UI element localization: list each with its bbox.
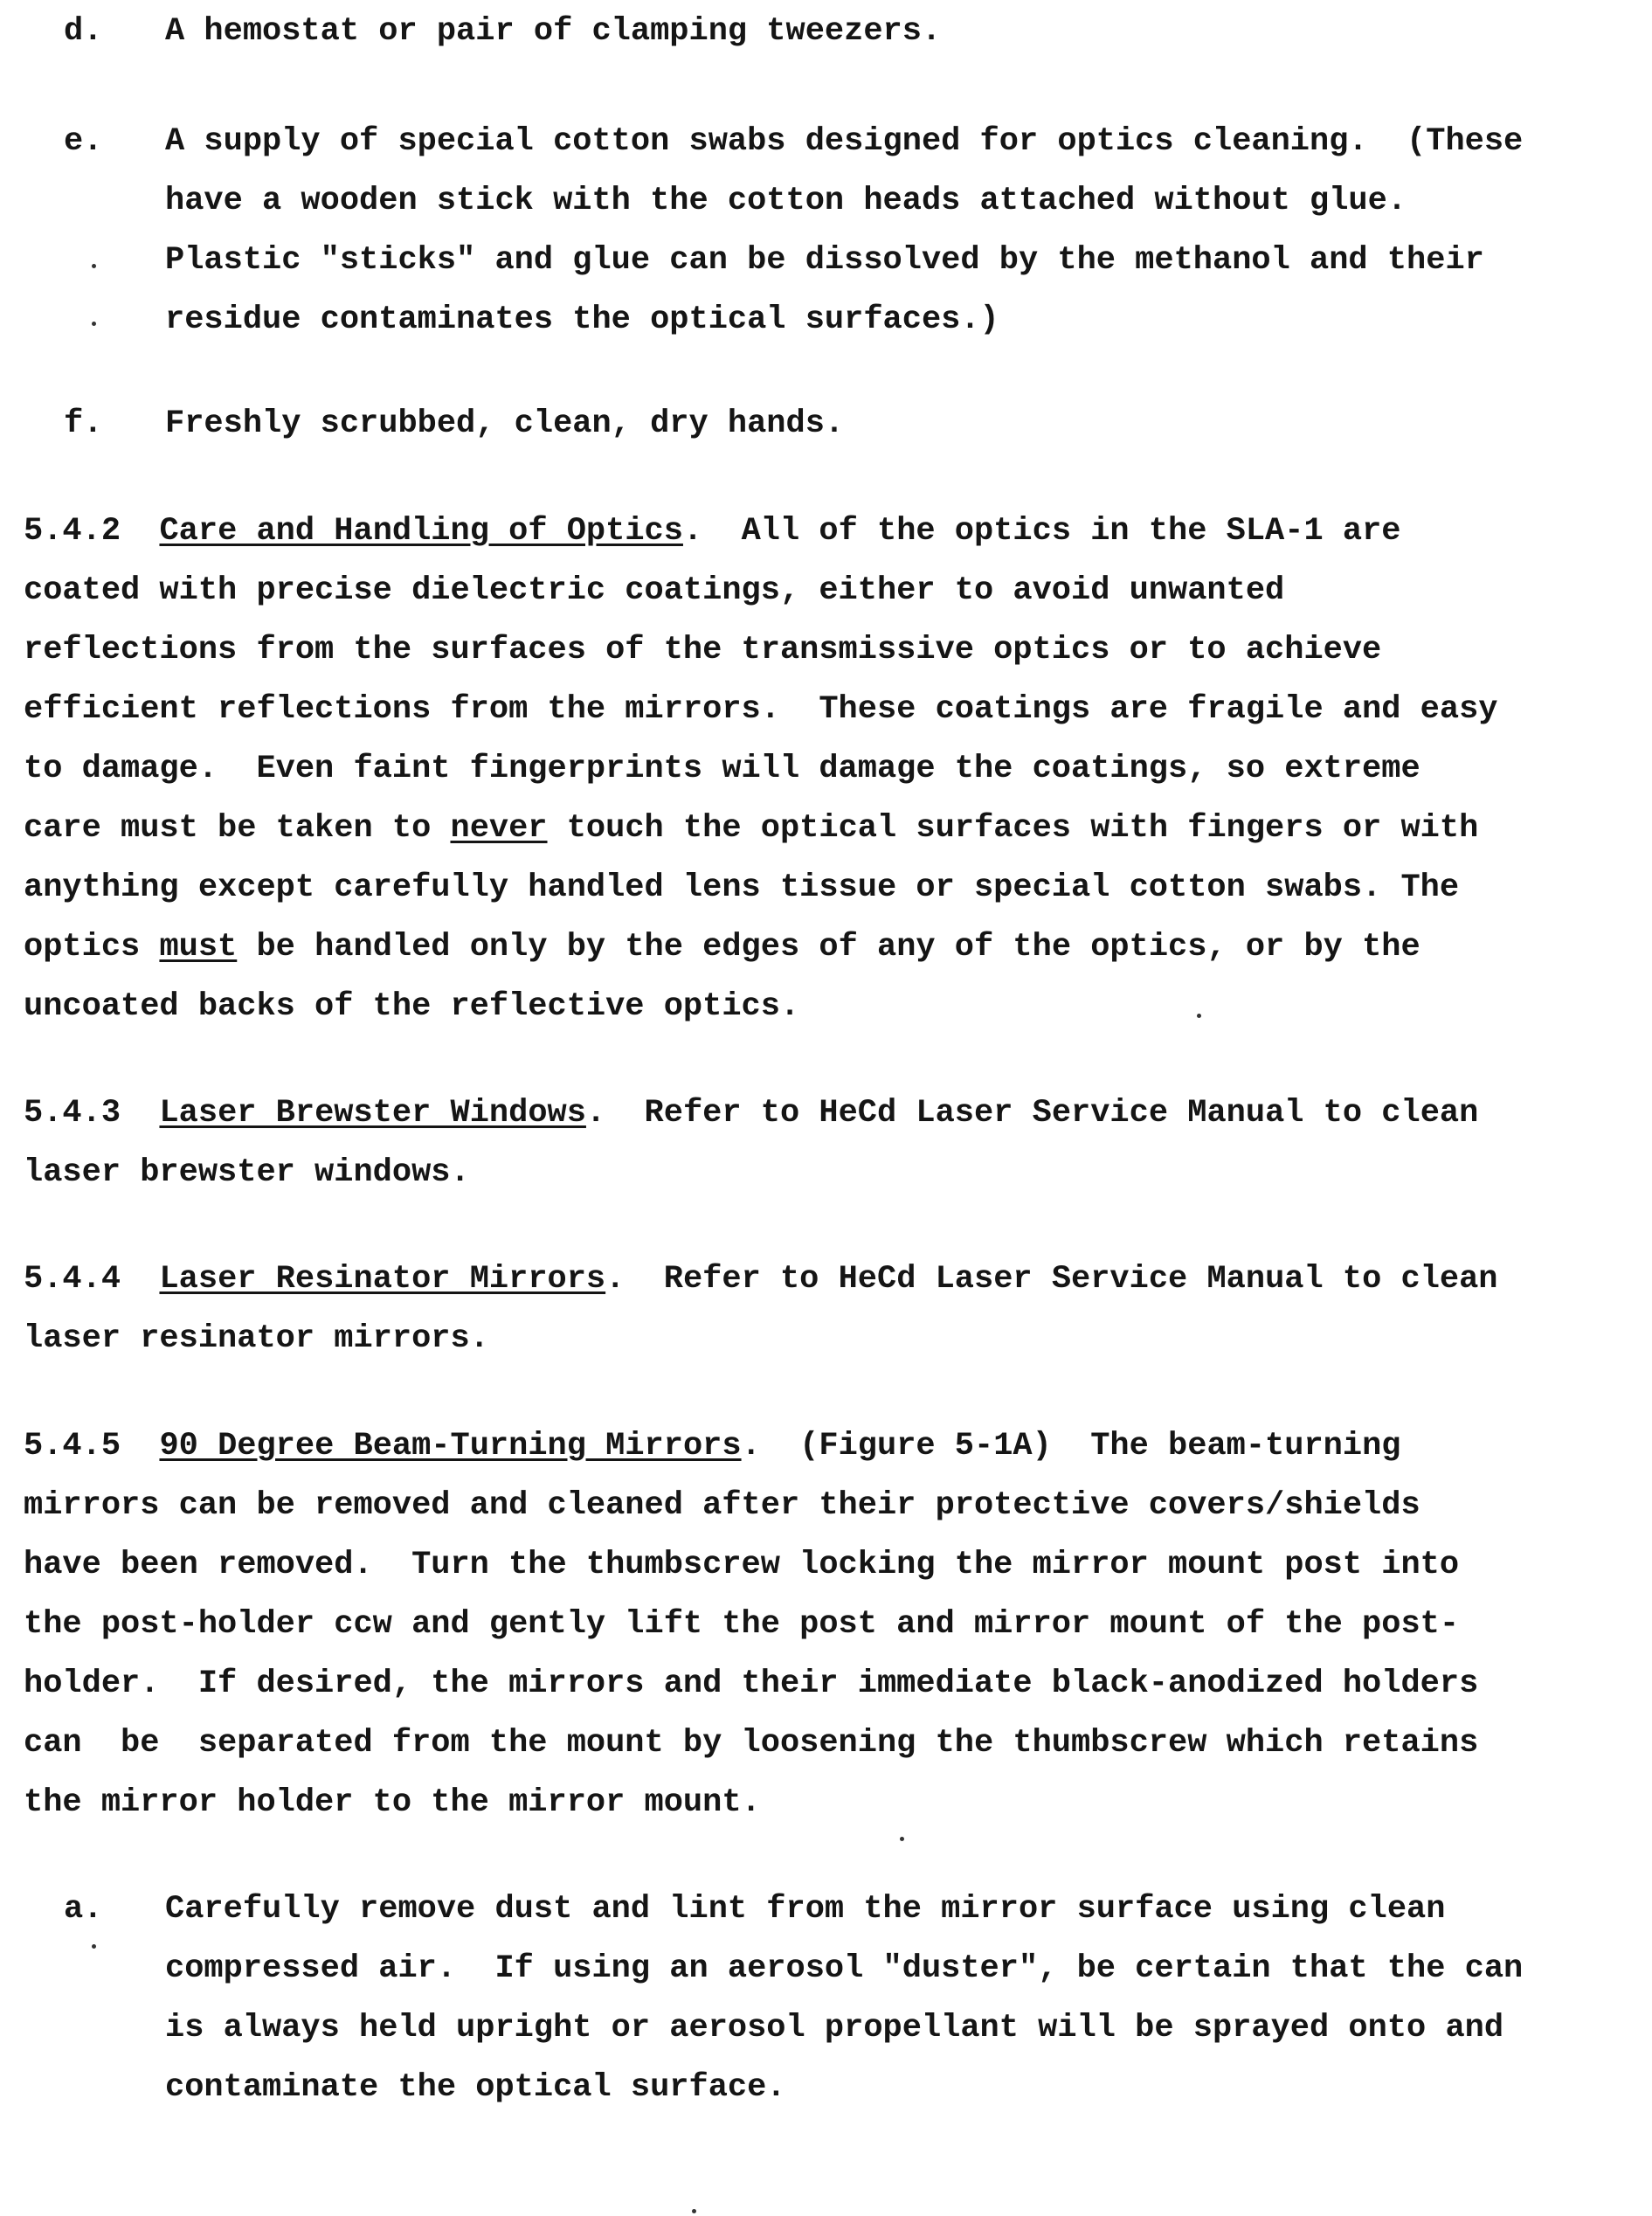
item-text: is always held upright or aerosol propellant will be sprayed onto and (165, 2009, 1503, 2047)
paragraph-line: anything except carefully handled lens tissue or special cotton swabs. The (24, 869, 1459, 907)
paragraph-line: laser brewster windows. (24, 1153, 470, 1192)
paragraph-line: coated with precise dielectric coatings, either to avoid unwanted (24, 571, 1284, 610)
text: optics (24, 929, 159, 966)
paragraph-line: laser resinator mirrors. (24, 1319, 489, 1358)
item-text: contaminate the optical surface. (165, 2068, 786, 2107)
paragraph-line: uncoated backs of the reflective optics. (24, 987, 799, 1026)
item-text: A supply of special cotton swabs designed for optics cleaning. (These (165, 122, 1523, 161)
paragraph-line: mirrors can be removed and cleaned after their protective covers/shields (24, 1486, 1420, 1525)
paragraph-text: . Refer to HeCd Laser Service Manual to clean (605, 1261, 1497, 1298)
section-heading-line (24, 1094, 1478, 1132)
item-text: Freshly scrubbed, clean, dry hands. (165, 405, 844, 443)
paragraph-line (24, 809, 1478, 848)
text: care must be taken to (24, 810, 450, 847)
item-text: A hemostat or pair of clamping tweezers. (165, 12, 941, 51)
section-title: Laser Resinator Mirrors (159, 1261, 605, 1298)
section-title: 90 Degree Beam-Turning Mirrors (159, 1428, 741, 1465)
paragraph-text: . Refer to HeCd Laser Service Manual to clean (586, 1095, 1478, 1132)
section-title: Laser Brewster Windows (159, 1095, 585, 1132)
paragraph-text: . All of the optics in the SLA-1 are (683, 513, 1401, 550)
scan-speck (92, 264, 96, 268)
paragraph-line: to damage. Even faint fingerprints will damage the coatings, so extreme (24, 750, 1420, 788)
list-marker: d. (64, 12, 102, 51)
item-text: compressed air. If using an aerosol "duster", be certain that the can (165, 1949, 1523, 1988)
paragraph-line: efficient reflections from the mirrors. These coatings are fragile and easy (24, 690, 1497, 729)
item-text: Plastic "sticks" and glue can be dissolved by the methanol and their (165, 241, 1484, 280)
list-marker: e. (64, 122, 102, 161)
item-text: residue contaminates the optical surfaces.) (165, 301, 999, 339)
paragraph-line: can be separated from the mount by loosening the thumbscrew which retains (24, 1724, 1478, 1762)
list-marker: f. (64, 405, 102, 443)
emphasis-never: never (450, 810, 547, 847)
scan-speck (92, 322, 96, 326)
section-heading-line (24, 1427, 1401, 1465)
paragraph-line: have been removed. Turn the thumbscrew locking the mirror mount post into (24, 1546, 1459, 1584)
section-number: 5.4.5 (24, 1428, 121, 1465)
section-number: 5.4.4 (24, 1261, 121, 1298)
scan-speck (900, 1837, 904, 1841)
paragraph-line: holder. If desired, the mirrors and their immediate black-anodized holders (24, 1665, 1478, 1703)
paragraph-text: . (Figure 5-1A) The beam-turning (742, 1428, 1401, 1465)
paragraph-line: reflections from the surfaces of the transmissive optics or to achieve (24, 631, 1381, 669)
section-number: 5.4.3 (24, 1095, 121, 1132)
list-marker: a. (64, 1890, 102, 1929)
scan-speck (1197, 1014, 1201, 1018)
section-heading-line (24, 1260, 1498, 1298)
emphasis-must: must (159, 929, 237, 966)
scan-speck (92, 1944, 96, 1949)
paragraph-line: the mirror holder to the mirror mount. (24, 1783, 761, 1822)
text: touch the optical surfaces with fingers or with (548, 810, 1479, 847)
text: be handled only by the edges of any of the optics, or by the (237, 929, 1420, 966)
paragraph-line (24, 928, 1420, 966)
paragraph-line: the post-holder ccw and gently lift the post and mirror mount of the post- (24, 1605, 1459, 1644)
section-heading-line (24, 512, 1401, 551)
scan-speck (692, 2209, 696, 2213)
section-number: 5.4.2 (24, 513, 121, 550)
item-text: have a wooden stick with the cotton heads attached without glue. (165, 182, 1407, 220)
item-text: Carefully remove dust and lint from the mirror surface using clean (165, 1890, 1445, 1929)
section-title: Care and Handling of Optics (159, 513, 683, 550)
